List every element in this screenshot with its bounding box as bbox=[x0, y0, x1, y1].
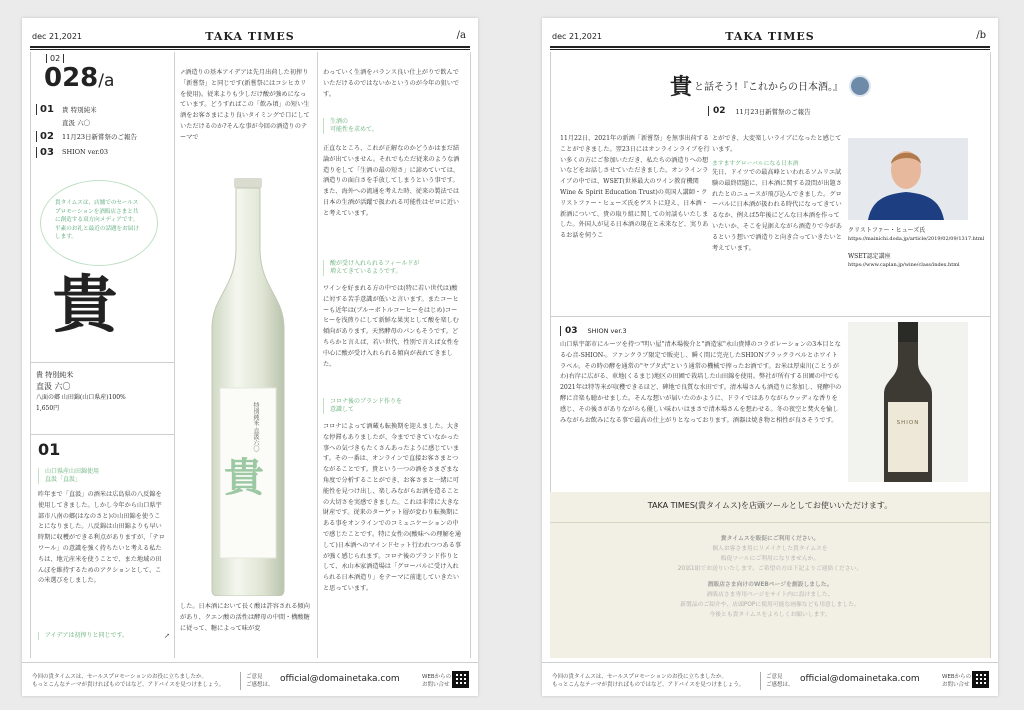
title-logo: 貴 bbox=[670, 74, 693, 100]
banner-line: 今後とも貴タイムスをよろしくお願いします。 bbox=[709, 612, 831, 618]
footer-message: 今回の貴タイムスは、セールスプロモーションのお役に立ちましたか。 もっとこんなテーマが貴ければものではなど、アドバイスを見つけましょう。 bbox=[552, 674, 745, 688]
page-a bbox=[22, 18, 478, 696]
taka-logo: 貴 bbox=[52, 268, 118, 341]
banner-line: 酒販店さま専用ページをサイト内に設けました。 bbox=[706, 592, 834, 598]
product-price: 1,650円 bbox=[36, 405, 60, 412]
toc-item bbox=[36, 116, 172, 128]
header-rule bbox=[550, 46, 990, 50]
column-rule bbox=[317, 52, 318, 658]
qr-code-icon[interactable] bbox=[452, 671, 469, 688]
toc-item[interactable] bbox=[36, 128, 172, 144]
toc-number: 01 bbox=[36, 104, 62, 115]
banner-line: 酒販店さま向けのWEBページを創設しました。 bbox=[707, 582, 833, 588]
section-02-title: 11月23日新嘗祭のご報告 bbox=[735, 107, 811, 116]
toc-label: 直汲 六〇 bbox=[62, 118, 91, 127]
divider bbox=[30, 434, 174, 435]
issue-small: 02 bbox=[46, 54, 64, 63]
column-rule bbox=[990, 52, 991, 658]
section-01-number: 01 bbox=[38, 440, 61, 459]
page-footer bbox=[542, 662, 998, 696]
toc-item[interactable] bbox=[36, 144, 172, 160]
guest-photo bbox=[848, 138, 968, 220]
photo-caption-2: WSET認定講座 bbox=[848, 253, 891, 260]
divider bbox=[550, 316, 990, 317]
section-03-number: 03 bbox=[560, 326, 582, 336]
section-02-number: 02 bbox=[708, 106, 730, 116]
column-3-intro: わっていく生酒をバランス良い仕上がりで飲んでいただけるのではないかというのが今年の狙いです。 bbox=[323, 69, 460, 98]
intro-bubble: 貴タイムスは、店舗でのセールスプロモーションを酒販店さまと共に創造する双方向メディアです。平素のお礼と最近の話題をお届けします。 bbox=[40, 180, 158, 266]
section-03-title: SHION ver.3 bbox=[587, 327, 627, 335]
toc-number: 03 bbox=[36, 147, 62, 158]
shion-bottle-image bbox=[848, 322, 968, 482]
footer-web-label: WEBからの お問い合せ bbox=[422, 674, 452, 688]
column-3-paragraph-1: 正直なところ、これが正解なのかどうかはまだ結論が出ていません。それでもただ従来のような酒造りをして「生酒の最の短さ」に諦めていては、酒造りの面白さを手放してしまうという事です。また、海外への流通を考えた時、従来の製法では日本の生酒が活躍で扱われる可能性はゼロに近いと考えています。 bbox=[323, 145, 460, 217]
footer-divider bbox=[760, 672, 761, 690]
page-b bbox=[542, 18, 998, 696]
banner-line: 個人お客さま用にリメイクした貴タイムスを bbox=[712, 546, 828, 552]
section-02-body-2: とができ、大変楽しいライブになったと感じています。 bbox=[712, 135, 842, 153]
photo-link-2[interactable]: https://www.caplan.jp/wine/class/index.html bbox=[848, 262, 960, 268]
qr-code-icon[interactable] bbox=[972, 671, 989, 688]
issue-date: dec 21,2021 bbox=[32, 32, 83, 41]
issue-number bbox=[44, 64, 114, 95]
photo-link-1[interactable]: https://mainichi.doda.jp/article/2019/02/09/1317.html bbox=[848, 236, 985, 242]
toc bbox=[36, 102, 172, 160]
divider bbox=[30, 362, 174, 363]
footer-contact-label: ご意見 ご感想は、 bbox=[766, 674, 794, 688]
footer-divider bbox=[240, 672, 241, 690]
section-01-body: 昨年まで「直汲」の酒米は広島県の八反錦を使用してきました。しかし今年から山口県宇部市八南の郷(はなのさと)の山田錦を使うことになりました。八反錦は山田錦よりも早い時期に収穫ができる利点がありますが、「テロワール」の意識を強く持ちたいと考える私たちは、地元産米を使うことで、また地域の田んぼを維持するためのアクションとして、この米選びをしました。 bbox=[38, 491, 165, 585]
bottle-logo: 貴 bbox=[224, 454, 264, 501]
product-info bbox=[36, 370, 126, 414]
feature-title bbox=[670, 70, 871, 101]
column-3-paragraph-2: ワインを好まれる方の中では(特に若い世代は)酸に対する苦手意識が低いと言います。またコーヒーも近年は(ブルーボトルコーヒーをはじめ)コーヒーを浅煎りにして新鮮な果実として酸を楽しむ傾向があります。天然酵母のパンもそうです。どちらかと言えば、若い世代、性別で言えば女性を中心に酸が受け入れられる傾向が表れてきました。 bbox=[323, 285, 460, 368]
page-marker: /b bbox=[976, 30, 986, 41]
promo-banner bbox=[550, 492, 990, 658]
section-02-body-1: 11月22日、2021年の新酒「新嘗祭」を無事出荷することができました。翌23日にはオンラインライブを行い多くの方にご参加いただき、私たちの酒造りへの想いなどをお話しさせていただきました。オンラインライブの中では、WSET(世界最大のワイン教育機関Wine & Spirit Education Trust)の英国人講師・クリストファー・ヒューズ氏をゲストに迎え、日本酒・新酒について、貴の取り組に関しての対談もいたしました。外国人が見る日本酒の現在と未来など、実りあるお話を伺うこ bbox=[560, 135, 710, 240]
column-3-subheading-3: コロナ後のブランド作りを 意識して bbox=[323, 398, 453, 414]
product-name: 貴 特別純米 bbox=[36, 371, 74, 379]
toc-label: 11月23日新嘗祭のご報告 bbox=[62, 132, 138, 141]
footer-web-label: WEBからの お問い合せ bbox=[942, 674, 972, 688]
contact-email-link[interactable]: official@domainetaka.com bbox=[280, 674, 400, 684]
newsletter-title: TAKA TIMES bbox=[205, 30, 295, 43]
section-01-subheading-2: アイデアは初搾りと同じです。 bbox=[38, 632, 138, 640]
product-spec: 八面の郷 山田錦(山口県産)100% bbox=[36, 394, 126, 401]
title-text: と話そう!『これからの日本酒。』 bbox=[694, 82, 844, 93]
shion-label: SHION bbox=[896, 420, 920, 426]
bottle-svg bbox=[198, 178, 298, 596]
bottle-label-text: 特別純米 直汲六〇 bbox=[252, 402, 259, 452]
issue-date: dec 21,2021 bbox=[552, 32, 603, 41]
section-03-heading bbox=[560, 326, 627, 336]
toc-label: SHION ver.03 bbox=[62, 148, 109, 156]
column-rule bbox=[30, 52, 31, 658]
section-03-body: 山口県宇部市にルーツを持つ"明い屋"清木場俊介と"酒造家"永山貴博のコラボレーションの3本目となる心音-SHION-。ファンクラブ限定で販売し、瞬く間に完売したSHIONブラックラベルとホワイトラベル。その時の酵を通常の"ヤブタ式"という通常の機械で搾ったお酒です。お米は厚東川(ことうがわ)右岸に広がる、車地(くるまじ)地区の田圃で栽培した山田錦を使用。弊社が所有する田圃の中でも2021年は特等米が収穫できるほど、碑地で良質な水田です。清木場さんも酒造りに参加し、発酵中の酵に音楽も聴かせました。そんな想いが届いたのかように、ドライではありながらウッディな香りを感じ、その後さがありながらも優しい味わいはまさで清木場さんを想わせる。冬の夜空と焚火を愉しみながらお飲みになる事で最高の仕上がりとなっております。酒器は焼き物と相性が良さそうです。 bbox=[560, 341, 842, 424]
column-3-subheading-1: 生酒の 可能性を求めて。 bbox=[323, 118, 453, 134]
sake-bottle-image bbox=[198, 178, 298, 596]
banner-line: 新製品のご紹介や、店頭POPに使用可能な画像なども用意しました。 bbox=[680, 602, 860, 608]
page-header bbox=[550, 30, 990, 44]
section-02-heading bbox=[708, 106, 811, 116]
issue-big: 028 bbox=[44, 63, 99, 93]
section-01-subheading: 山口県産山田錦使用 直汲「直汲」 bbox=[38, 468, 158, 484]
column-3-paragraph-3: コロナによって酒蔵も転換期を迎えました。大きな停滞もありましたが、今までできていなかった事への気づきもたくさんあったように感じています。その一番は、オンラインで直接お客さまとつながることです。貴という一つの酒をさまざまな角度で分析することができ、お客さまと一緒に可能性を見つけ出し、楽しみながらお酒を造ることの大切さを実感できました。これは非常に大きな財産です。従来のターゲット層が変わり転換期にある事をオンラインでのコミュニケーションの中で感じたことです。特に女性の(酸味への理解を通して)日本酒へのマインドセット行われつつある事が強く感じられます。コロナ後のブランド作りとして、永山本家酒造場は「グローバルに受け入れられる日本酒造り」をテーマに前進していきたいと思っています。 bbox=[323, 423, 462, 592]
page-header bbox=[30, 30, 470, 44]
footer-contact-label: ご意見 ご感想は、 bbox=[246, 674, 274, 688]
person-photo-svg bbox=[848, 138, 968, 220]
photo-caption-1: クリストファー・ヒューズ氏 bbox=[848, 227, 926, 234]
contact-email-link[interactable]: official@domainetaka.com bbox=[800, 674, 920, 684]
guest-avatar bbox=[849, 75, 871, 97]
column-3-subheading-2: 酸が受け入れられるフィールドが 増えてきているようです。 bbox=[323, 260, 463, 276]
column-rule bbox=[174, 52, 175, 658]
newsletter-title: TAKA TIMES bbox=[725, 30, 815, 43]
page-footer bbox=[22, 662, 478, 696]
toc-item[interactable] bbox=[36, 102, 172, 116]
promo-banner-title: TAKA TIMES(貴タイムス)を店頭ツールとしてお使いいただけます。 bbox=[647, 501, 893, 510]
page-marker: /a bbox=[456, 30, 466, 41]
toc-label: 貴 特別純米 bbox=[62, 105, 97, 114]
header-rule bbox=[30, 46, 470, 50]
toc-number: 02 bbox=[36, 131, 62, 142]
section-02-subheading: ますますグローバルになる日本酒 bbox=[712, 161, 799, 167]
divider bbox=[550, 522, 990, 523]
promo-banner-body bbox=[550, 534, 990, 620]
shion-bottle-svg bbox=[848, 322, 968, 482]
column-2-bottom-text: した。日本酒において長く酸は許容される傾向があり、クエン酸の活性は酵母の中間・構酸糖に従って、糖によって味が変 bbox=[180, 603, 310, 632]
section-02-body-3: 先日、ドイツでの最高峰といわれるソムリエ試験の最終問題に、日本酒に関する設問が出題されたとのニュースが飛び込んできました。グローバルに日本酒が扱われる時代になってきているなか、例えば5年後にどんな日本酒を作っていたいか、そこを見据えながら酒造りで今があるという想いで酒造りと向き合っていきたいと考えています。 bbox=[712, 169, 842, 252]
banner-line: 20部1組でお送りいたします。ご希望の方は下記よりご連絡ください。 bbox=[677, 566, 863, 572]
photo-caption bbox=[848, 226, 990, 270]
footer-message: 今回の貴タイムスは、セールスプロモーションのお役に立ちましたか。 もっとこんなテーマが貴ければものではなど、アドバイスを見つけましょう。 bbox=[32, 674, 225, 688]
column-rule bbox=[470, 52, 471, 658]
banner-line: 販促ツールにご利用になりませんか。 bbox=[720, 556, 820, 562]
issue-suffix: /a bbox=[98, 71, 115, 91]
banner-line: 貴タイムスを販促にご利用ください。 bbox=[720, 536, 820, 542]
column-2-top-text: ↗酒造りの基本アイデアは先月出荷した初搾り「新嘗祭」と同じです(新嘗祭にはコシヒカリを使用)。従来よりも少しだけ酸が強めになっています。どうすればこの「飲み頃」の短い生酒をお客さまにより良いタイミングで口にしていただけるのか?そんな事が今回の酒造りのテーマで bbox=[180, 69, 310, 141]
continue-arrow-icon: ↗ bbox=[164, 632, 170, 640]
product-sub: 直汲 六〇 bbox=[36, 382, 71, 391]
